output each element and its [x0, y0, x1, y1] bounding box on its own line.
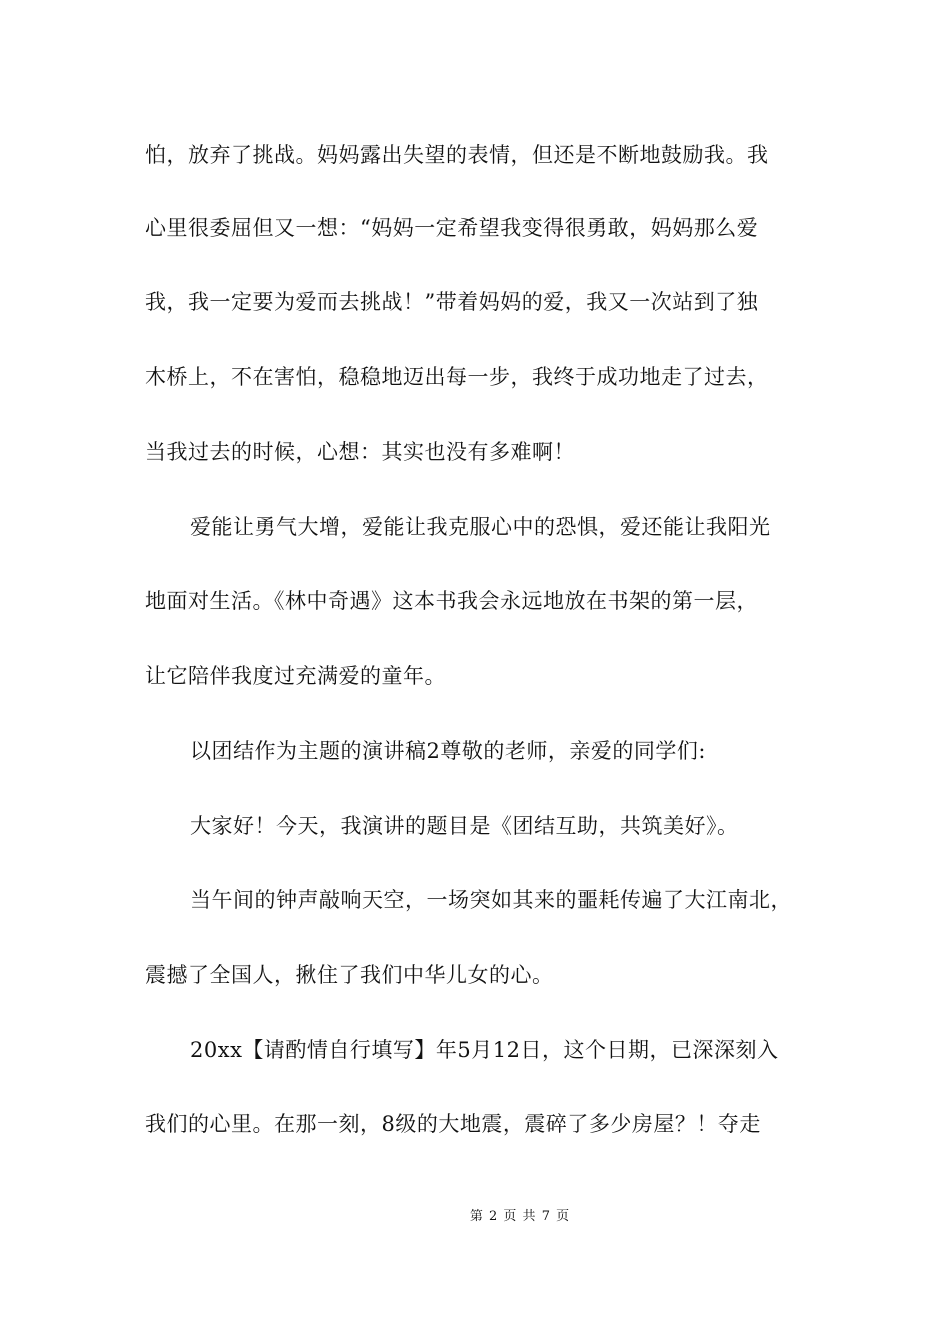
text-line-7: 地面对生活。《林中奇遇》这本书我会永远地放在书架的第一层， — [145, 589, 758, 613]
text-line-8: 让它陪伴我度过充满爱的童年。 — [145, 664, 446, 688]
text-line-10: 大家好！今天，我演讲的题目是《团结互助，共筑美好》。 — [190, 814, 739, 838]
page-number-footer: 第 2 页 共 7 页 — [469, 1209, 571, 1224]
text-line-4: 木桥上，不在害怕，稳稳地迈出每一步，我终于成功地走了过去， — [145, 365, 769, 389]
text-line-6: 爱能让勇气大增，爱能让我克服心中的恐惧，爱还能让我阳光 — [190, 515, 771, 539]
text-line-14: 我们的心里。在那一刻，8级的大地震，震碎了多少房屋？！夺走 — [145, 1112, 761, 1136]
text-line-3: 我，我一定要为爱而去挑战！”带着妈妈的爱，我又一次站到了独 — [145, 290, 759, 314]
text-line-9: 以团结作为主题的演讲稿2尊敬的老师，亲爱的同学们: — [190, 739, 706, 763]
text-line-12: 震撼了全国人，揪住了我们中华儿女的心。 — [145, 963, 554, 987]
text-line-2: 心里很委屈但又一想：“妈妈一定希望我变得很勇敢，妈妈那么爱 — [145, 216, 759, 240]
text-line-13: 20xx【请酌情自行填写】年5月12日，这个日期，已深深刻入 — [190, 1038, 779, 1062]
text-line-11: 当午间的钟声敲响天空，一场突如其来的噩耗传遍了大江南北， — [190, 888, 792, 912]
text-line-5: 当我过去的时候，心想：其实也没有多难啊！ — [145, 440, 575, 464]
text-line-1: 怕，放弃了挑战。妈妈露出失望的表情，但还是不断地鼓励我。我 — [145, 143, 769, 167]
